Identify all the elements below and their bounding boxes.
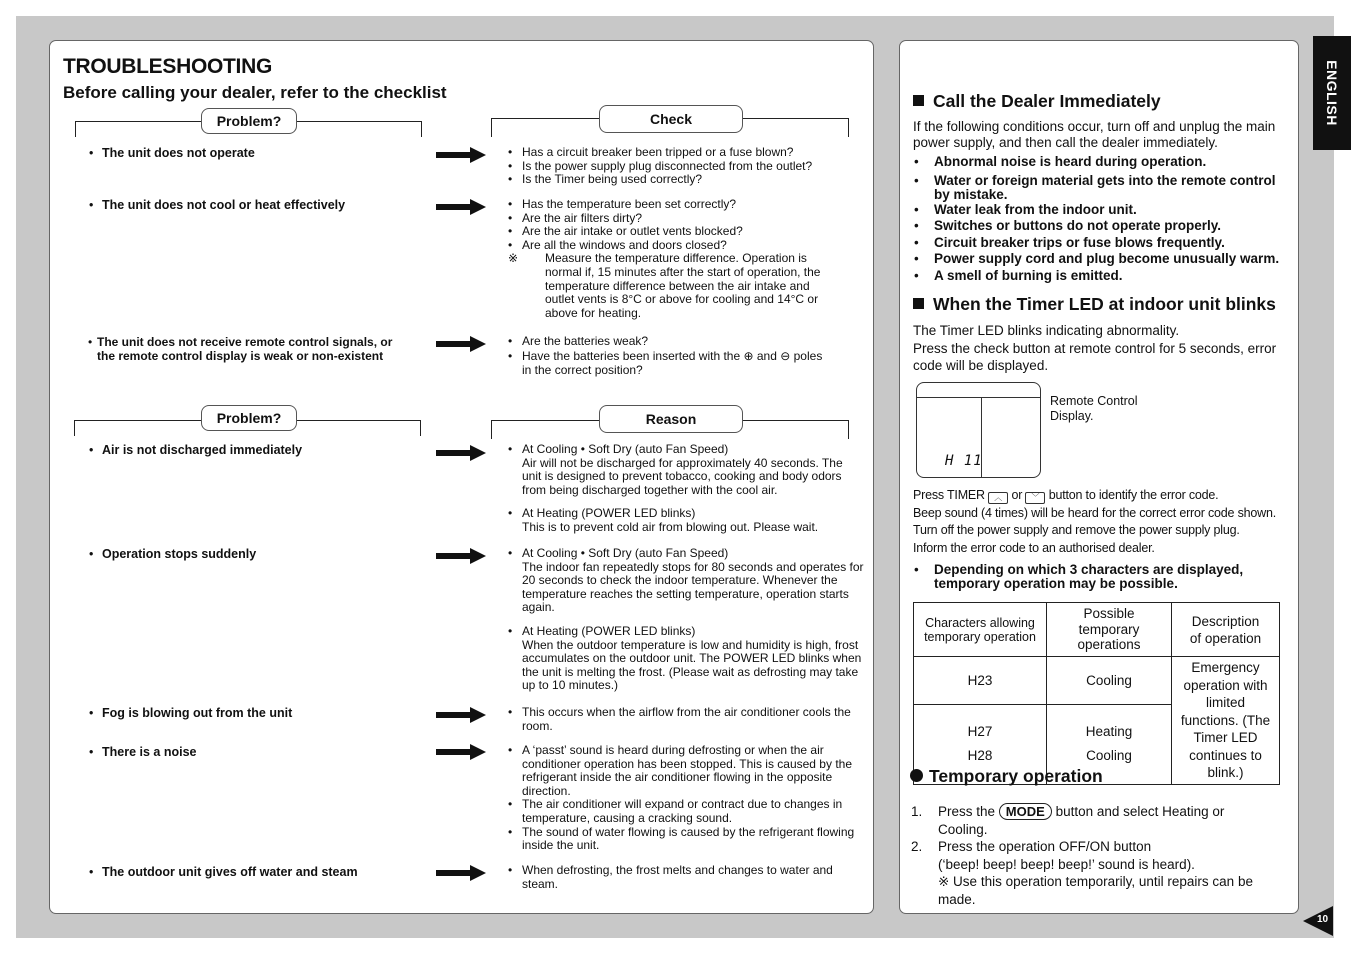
table-cell-code: H27 H28 — [914, 705, 1047, 784]
header-tick — [491, 118, 492, 137]
arrow-right-icon — [436, 444, 486, 462]
reason-list — [508, 864, 838, 891]
minus-pole-icon: ⊖ — [780, 348, 791, 363]
header-tick — [848, 118, 849, 137]
header-tick — [491, 420, 492, 439]
check-list — [508, 146, 858, 187]
reason-item: • At Cooling • Soft Dry (auto Fan Speed) Air will not be discharged for approximately 40 seconds. The unit is designed to prevent tobacco, cooking and body odors from being discharged together with the cool air. — [508, 443, 864, 497]
reason-item: • When defrosting, the frost melts and changes to water and steam. — [508, 864, 838, 891]
page-number: 10 — [1317, 914, 1329, 925]
check-list — [508, 198, 836, 320]
problem-item: • The unit does not receive remote control signals, or the remote control display is weak or non-existent — [88, 335, 393, 363]
problem-item: • The outdoor unit gives off water and steam — [89, 865, 358, 879]
check-list — [508, 334, 858, 378]
dealer-item: • Abnormal noise is heard during operation. — [914, 154, 1294, 171]
arrow-right-icon — [436, 146, 486, 164]
dealer-item: • Power supply cord and plug become unusually warm. — [914, 251, 1294, 268]
dealer-item: • Switches or buttons do not operate properly. — [914, 218, 1294, 235]
dealer-item: • Water or foreign material gets into the remote control by mistake. — [914, 174, 1294, 202]
reason-header: Reason — [599, 405, 743, 433]
reason-list — [508, 744, 864, 853]
page-title: TROUBLESHOOTING — [63, 55, 272, 78]
page-number-badge — [1303, 906, 1333, 936]
header-tick — [420, 420, 421, 436]
timer-up-button-icon: ︿ — [988, 492, 1008, 504]
problem-item: • The unit does not cool or heat effectively — [89, 198, 346, 212]
mode-button: MODE — [999, 803, 1052, 820]
problem-header-2: Problem? — [201, 405, 297, 431]
check-item: • Is the Timer being used correctly? — [508, 173, 858, 187]
call-dealer-intro: If the following conditions occur, turn off and unplug the main power supply, and then call the dealer immediately. — [913, 119, 1276, 150]
dealer-item: • A smell of burning is emitted. — [914, 268, 1294, 285]
display-caption: Remote Control Display. — [1050, 394, 1138, 423]
error-codes-table — [913, 602, 1280, 785]
arrow-right-icon — [436, 706, 486, 724]
arrow-right-icon — [436, 198, 486, 216]
page-subtitle: Before calling your dealer, refer to the checklist — [63, 83, 447, 102]
reason-list — [508, 547, 864, 693]
reason-item: • At Heating (POWER LED blinks) When the outdoor temperature is low and humidity is high, frost accumulates on the outdoor unit. The POWER LED blinks when the unit is melting the frost. (Please wait as defrosting may take up to 10 minutes.) — [508, 625, 864, 693]
reason-item: • At Cooling • Soft Dry (auto Fan Speed) The indoor fan repeatedly stops for 80 seconds and operates for 20 seconds to check the indoor temperature. Whenever the temperature reaches the setting temperature, operation starts again. — [508, 547, 864, 615]
reason-item: • The sound of water flowing is caused by the refrigerant flowing inside the unit. — [508, 826, 864, 853]
check-item: • Has a circuit breaker been tripped or a fuse blown? — [508, 146, 858, 160]
reason-item: • This occurs when the airflow from the air conditioner cools the room. — [508, 706, 864, 733]
temporary-steps: 1. Press the MODE button and select Heating or Cooling. 2. Press the operation OFF/ON button (‘beep! beep! beep! beep!’ sound is heard). ※ Use this operation temporarily, until repairs can be made. — [911, 803, 1291, 908]
arrow-right-icon — [436, 335, 486, 353]
reason-item: • The air conditioner will expand or contract due to changes in temperature, causing a cracking sound. — [508, 798, 864, 825]
check-item-continued: in the correct position? — [522, 363, 643, 377]
depending-item: • Depending on which 3 characters are displayed, temporary operation may be possible. — [914, 563, 1286, 591]
timer-led-heading: When the Timer LED at indoor unit blinks — [913, 294, 1276, 315]
note-text: Measure the temperature difference. Operation is normal if, 15 minutes after the start of operation, the temperature difference between the air intake and outlet vents is 8°C or above for cooling and 14°C or above for heating. — [545, 251, 821, 320]
arrow-right-icon — [436, 864, 486, 882]
depending-note — [914, 563, 1286, 591]
timer-led-intro: The Timer LED blinks indicating abnormality. Press the check button at remote control for 5 seconds, error code will be displayed. — [913, 323, 1277, 373]
check-item: • Is the power supply plug disconnected from the outlet? — [508, 160, 858, 174]
reason-list — [508, 443, 864, 535]
dealer-item: • Water leak from the indoor unit. — [914, 202, 1294, 219]
reason-item: • A ‘passt’ sound is heard during defrosting or when the air conditioner operation has been stopped. This is caused by the refrigerant inside the air conditioner flowing in the opposite direction. — [508, 744, 864, 798]
header-tick — [74, 420, 75, 436]
problem-item: • The unit does not operate — [89, 146, 255, 160]
check-item: • Are all the windows and doors closed? — [508, 239, 836, 253]
display-divider-h — [917, 397, 1040, 398]
reason-list — [508, 706, 864, 733]
arrow-right-icon — [436, 743, 486, 761]
temporary-heading: Temporary operation — [910, 766, 1103, 787]
reason-item: • At Heating (POWER LED blinks) This is to prevent cold air from blowing out. Please wait. — [508, 507, 864, 534]
table-header: Possible temporary operations — [1047, 603, 1172, 657]
check-item: • Are the air intake or outlet vents blocked? — [508, 225, 836, 239]
check-header: Check — [599, 105, 743, 133]
problem-item: • Operation stops suddenly — [89, 547, 257, 561]
table-cell-code: H23 — [914, 657, 1047, 705]
call-dealer-list — [914, 154, 1294, 284]
table-cell-op: Heating Cooling — [1047, 705, 1172, 784]
problem-item: • Air is not discharged immediately — [89, 443, 303, 457]
language-tab: ENGLISH — [1313, 36, 1351, 150]
problem-header-1: Problem? — [201, 108, 297, 134]
header-tick — [75, 121, 76, 137]
problem-item: • There is a noise — [89, 745, 197, 759]
error-code-readout: H 11 — [945, 453, 983, 469]
plus-pole-icon: ⊕ — [743, 348, 754, 363]
check-item: • Are the air filters dirty? — [508, 212, 836, 226]
table-cell-description: Emergency operation with limited functions. (The Timer LED continues to blink.) — [1172, 657, 1280, 785]
arrow-right-icon — [436, 547, 486, 565]
temporary-note: ※ Use this operation temporarily, until repairs can be made. — [938, 874, 1253, 907]
check-item: • Have the batteries been inserted with the ⊕ and ⊖ poles — [508, 349, 858, 364]
check-note — [508, 252, 836, 320]
table-cell-op: Cooling — [1047, 657, 1172, 705]
check-item: • Are the batteries weak? — [508, 334, 858, 349]
header-tick — [848, 420, 849, 439]
call-dealer-heading: Call the Dealer Immediately — [913, 91, 1161, 112]
timer-down-button-icon: ﹀ — [1025, 492, 1045, 504]
table-header: Description of operation — [1172, 603, 1280, 657]
timer-instructions: Press TIMER ︿ or ﹀ button to identify the error code. Beep sound (4 times) will be heard for the correct error code shown. Turn off the power supply and remove the power supply plug. Inform the error code to an authorised dealer. — [913, 488, 1276, 555]
table-header: Characters allowing temporary operation — [914, 603, 1047, 657]
remote-display — [916, 382, 1041, 478]
dealer-item: • Circuit breaker trips or fuse blows frequently. — [914, 235, 1294, 252]
header-tick — [421, 121, 422, 137]
problem-item: • Fog is blowing out from the unit — [89, 706, 293, 720]
check-item: • Has the temperature been set correctly? — [508, 198, 836, 212]
